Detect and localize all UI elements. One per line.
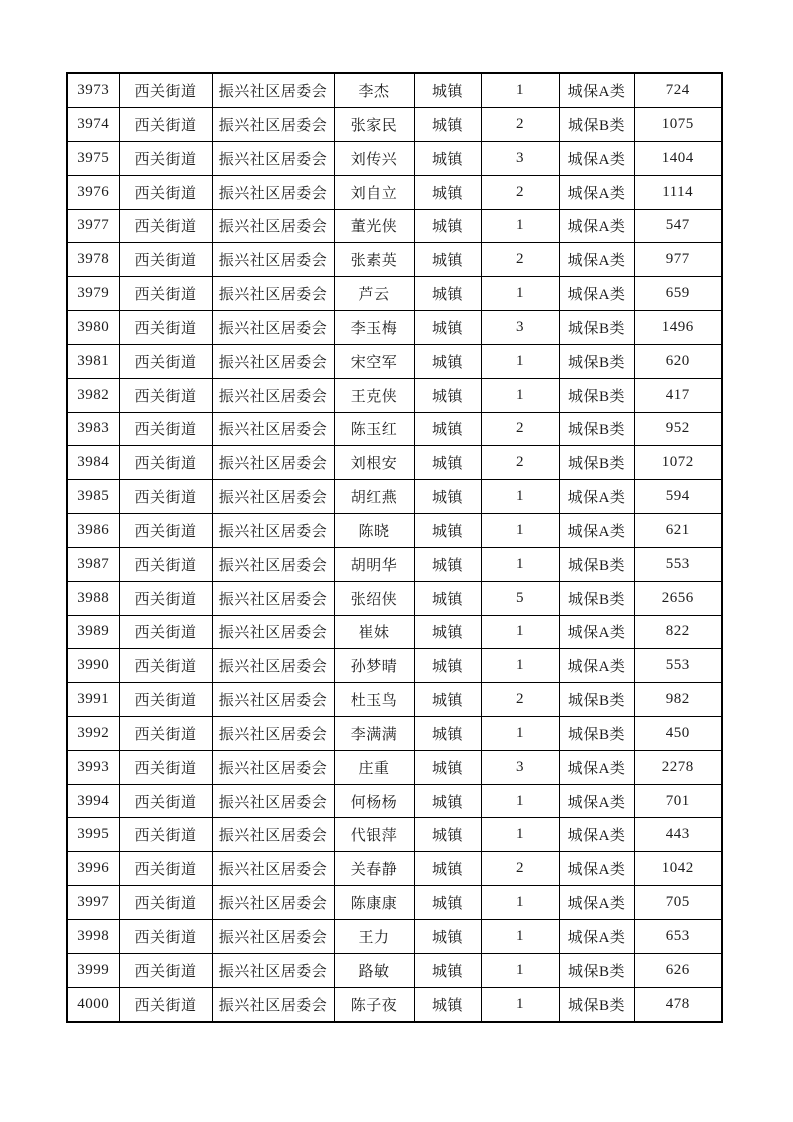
cell-serial-number: 3989 (67, 615, 119, 649)
cell-amount: 553 (634, 649, 722, 683)
cell-serial-number: 4000 (67, 987, 119, 1022)
cell-household-count: 1 (481, 615, 559, 649)
cell-serial-number: 3987 (67, 547, 119, 581)
cell-amount: 653 (634, 919, 722, 953)
cell-serial-number: 3975 (67, 141, 119, 175)
cell-name: 陈晓 (334, 514, 414, 548)
cell-community: 振兴社区居委会 (212, 547, 334, 581)
cell-street: 西关街道 (119, 311, 212, 345)
cell-category: 城保B类 (559, 311, 634, 345)
cell-name: 崔妹 (334, 615, 414, 649)
cell-category: 城保A类 (559, 649, 634, 683)
cell-community: 振兴社区居委会 (212, 108, 334, 142)
cell-name: 刘自立 (334, 175, 414, 209)
cell-category: 城保A类 (559, 818, 634, 852)
cell-category: 城保A类 (559, 919, 634, 953)
cell-category: 城保B类 (559, 446, 634, 480)
cell-category: 城保B类 (559, 547, 634, 581)
cell-street: 西关街道 (119, 514, 212, 548)
cell-serial-number: 3984 (67, 446, 119, 480)
table-row (67, 683, 722, 717)
table-body (67, 73, 722, 1022)
cell-residence-type: 城镇 (414, 886, 481, 920)
cell-name: 李满满 (334, 717, 414, 751)
table-row (67, 615, 722, 649)
table-row (67, 412, 722, 446)
cell-name: 代银萍 (334, 818, 414, 852)
cell-community: 振兴社区居委会 (212, 175, 334, 209)
table-row (67, 987, 722, 1022)
cell-name: 陈康康 (334, 886, 414, 920)
cell-category: 城保B类 (559, 378, 634, 412)
cell-category: 城保A类 (559, 141, 634, 175)
cell-category: 城保B类 (559, 683, 634, 717)
cell-residence-type: 城镇 (414, 784, 481, 818)
cell-street: 西关街道 (119, 717, 212, 751)
cell-household-count: 2 (481, 852, 559, 886)
cell-household-count: 1 (481, 209, 559, 243)
cell-serial-number: 3976 (67, 175, 119, 209)
cell-household-count: 3 (481, 141, 559, 175)
cell-serial-number: 3999 (67, 953, 119, 987)
cell-category: 城保A类 (559, 886, 634, 920)
cell-serial-number: 3993 (67, 750, 119, 784)
table-row (67, 243, 722, 277)
cell-serial-number: 3982 (67, 378, 119, 412)
cell-community: 振兴社区居委会 (212, 480, 334, 514)
cell-serial-number: 3997 (67, 886, 119, 920)
cell-household-count: 1 (481, 818, 559, 852)
table-row (67, 311, 722, 345)
cell-residence-type: 城镇 (414, 852, 481, 886)
cell-household-count: 5 (481, 581, 559, 615)
cell-street: 西关街道 (119, 209, 212, 243)
cell-residence-type: 城镇 (414, 818, 481, 852)
cell-category: 城保A类 (559, 784, 634, 818)
cell-name: 何杨杨 (334, 784, 414, 818)
cell-residence-type: 城镇 (414, 615, 481, 649)
cell-community: 振兴社区居委会 (212, 784, 334, 818)
cell-amount: 443 (634, 818, 722, 852)
table-row (67, 514, 722, 548)
cell-name: 张素英 (334, 243, 414, 277)
cell-name: 董光侠 (334, 209, 414, 243)
table-row (67, 919, 722, 953)
cell-household-count: 2 (481, 683, 559, 717)
cell-amount: 1496 (634, 311, 722, 345)
cell-household-count: 1 (481, 73, 559, 108)
cell-category: 城保A类 (559, 243, 634, 277)
table-row (67, 547, 722, 581)
cell-household-count: 2 (481, 446, 559, 480)
cell-street: 西关街道 (119, 547, 212, 581)
cell-amount: 547 (634, 209, 722, 243)
cell-community: 振兴社区居委会 (212, 987, 334, 1022)
cell-serial-number: 3985 (67, 480, 119, 514)
cell-community: 振兴社区居委会 (212, 818, 334, 852)
cell-community: 振兴社区居委会 (212, 446, 334, 480)
cell-residence-type: 城镇 (414, 514, 481, 548)
cell-residence-type: 城镇 (414, 108, 481, 142)
cell-residence-type: 城镇 (414, 750, 481, 784)
cell-amount: 1114 (634, 175, 722, 209)
cell-amount: 450 (634, 717, 722, 751)
cell-amount: 626 (634, 953, 722, 987)
cell-amount: 705 (634, 886, 722, 920)
cell-category: 城保B类 (559, 581, 634, 615)
cell-amount: 417 (634, 378, 722, 412)
cell-residence-type: 城镇 (414, 987, 481, 1022)
cell-household-count: 2 (481, 412, 559, 446)
cell-household-count: 1 (481, 344, 559, 378)
cell-street: 西关街道 (119, 784, 212, 818)
cell-amount: 724 (634, 73, 722, 108)
cell-name: 李杰 (334, 73, 414, 108)
cell-category: 城保A类 (559, 277, 634, 311)
cell-category: 城保A类 (559, 750, 634, 784)
cell-category: 城保A类 (559, 480, 634, 514)
cell-amount: 553 (634, 547, 722, 581)
cell-serial-number: 3974 (67, 108, 119, 142)
cell-community: 振兴社区居委会 (212, 852, 334, 886)
cell-household-count: 3 (481, 311, 559, 345)
cell-street: 西关街道 (119, 108, 212, 142)
table-row (67, 649, 722, 683)
table-row (67, 344, 722, 378)
cell-household-count: 2 (481, 108, 559, 142)
cell-residence-type: 城镇 (414, 378, 481, 412)
cell-residence-type: 城镇 (414, 480, 481, 514)
cell-community: 振兴社区居委会 (212, 649, 334, 683)
cell-name: 杜玉鸟 (334, 683, 414, 717)
table-row (67, 141, 722, 175)
cell-community: 振兴社区居委会 (212, 683, 334, 717)
cell-amount: 2656 (634, 581, 722, 615)
cell-residence-type: 城镇 (414, 717, 481, 751)
cell-name: 刘传兴 (334, 141, 414, 175)
cell-amount: 621 (634, 514, 722, 548)
table-row (67, 750, 722, 784)
cell-street: 西关街道 (119, 141, 212, 175)
cell-household-count: 3 (481, 750, 559, 784)
cell-serial-number: 3990 (67, 649, 119, 683)
cell-residence-type: 城镇 (414, 446, 481, 480)
cell-amount: 952 (634, 412, 722, 446)
cell-household-count: 1 (481, 480, 559, 514)
cell-serial-number: 3973 (67, 73, 119, 108)
cell-residence-type: 城镇 (414, 581, 481, 615)
cell-street: 西关街道 (119, 750, 212, 784)
cell-residence-type: 城镇 (414, 73, 481, 108)
cell-street: 西关街道 (119, 649, 212, 683)
cell-name: 张绍侠 (334, 581, 414, 615)
cell-residence-type: 城镇 (414, 209, 481, 243)
table-row (67, 277, 722, 311)
cell-street: 西关街道 (119, 277, 212, 311)
cell-name: 王克侠 (334, 378, 414, 412)
cell-household-count: 1 (481, 649, 559, 683)
cell-street: 西关街道 (119, 818, 212, 852)
cell-street: 西关街道 (119, 446, 212, 480)
cell-community: 振兴社区居委会 (212, 209, 334, 243)
cell-household-count: 1 (481, 277, 559, 311)
cell-category: 城保A类 (559, 852, 634, 886)
table-row (67, 446, 722, 480)
cell-serial-number: 3991 (67, 683, 119, 717)
cell-name: 张家民 (334, 108, 414, 142)
cell-name: 陈子夜 (334, 987, 414, 1022)
cell-street: 西关街道 (119, 953, 212, 987)
cell-amount: 2278 (634, 750, 722, 784)
cell-category: 城保B类 (559, 412, 634, 446)
cell-street: 西关街道 (119, 344, 212, 378)
cell-serial-number: 3977 (67, 209, 119, 243)
cell-street: 西关街道 (119, 683, 212, 717)
cell-community: 振兴社区居委会 (212, 953, 334, 987)
cell-amount: 478 (634, 987, 722, 1022)
cell-residence-type: 城镇 (414, 175, 481, 209)
cell-community: 振兴社区居委会 (212, 886, 334, 920)
cell-community: 振兴社区居委会 (212, 73, 334, 108)
cell-amount: 594 (634, 480, 722, 514)
cell-serial-number: 3979 (67, 277, 119, 311)
cell-category: 城保B类 (559, 953, 634, 987)
cell-community: 振兴社区居委会 (212, 243, 334, 277)
cell-serial-number: 3998 (67, 919, 119, 953)
table-row (67, 717, 722, 751)
cell-amount: 701 (634, 784, 722, 818)
cell-community: 振兴社区居委会 (212, 581, 334, 615)
cell-name: 胡明华 (334, 547, 414, 581)
cell-street: 西关街道 (119, 919, 212, 953)
table-row (67, 73, 722, 108)
cell-household-count: 1 (481, 784, 559, 818)
cell-amount: 1404 (634, 141, 722, 175)
cell-name: 关春静 (334, 852, 414, 886)
cell-name: 路敏 (334, 953, 414, 987)
cell-street: 西关街道 (119, 886, 212, 920)
table-row (67, 175, 722, 209)
table-row (67, 378, 722, 412)
cell-category: 城保A类 (559, 73, 634, 108)
table-row (67, 852, 722, 886)
cell-category: 城保B类 (559, 717, 634, 751)
cell-household-count: 1 (481, 717, 559, 751)
cell-street: 西关街道 (119, 852, 212, 886)
cell-name: 庄重 (334, 750, 414, 784)
table-row (67, 953, 722, 987)
cell-residence-type: 城镇 (414, 683, 481, 717)
cell-amount: 620 (634, 344, 722, 378)
cell-community: 振兴社区居委会 (212, 412, 334, 446)
cell-category: 城保A类 (559, 209, 634, 243)
cell-residence-type: 城镇 (414, 344, 481, 378)
cell-street: 西关街道 (119, 480, 212, 514)
cell-name: 陈玉红 (334, 412, 414, 446)
cell-amount: 1042 (634, 852, 722, 886)
cell-category: 城保A类 (559, 514, 634, 548)
cell-residence-type: 城镇 (414, 953, 481, 987)
table-row (67, 209, 722, 243)
cell-household-count: 2 (481, 175, 559, 209)
cell-residence-type: 城镇 (414, 311, 481, 345)
cell-household-count: 1 (481, 953, 559, 987)
cell-amount: 982 (634, 683, 722, 717)
cell-street: 西关街道 (119, 987, 212, 1022)
cell-residence-type: 城镇 (414, 412, 481, 446)
cell-category: 城保A类 (559, 175, 634, 209)
cell-name: 李玉梅 (334, 311, 414, 345)
cell-name: 王力 (334, 919, 414, 953)
cell-amount: 659 (634, 277, 722, 311)
cell-residence-type: 城镇 (414, 243, 481, 277)
cell-street: 西关街道 (119, 73, 212, 108)
cell-serial-number: 3995 (67, 818, 119, 852)
cell-name: 刘根安 (334, 446, 414, 480)
cell-community: 振兴社区居委会 (212, 378, 334, 412)
cell-community: 振兴社区居委会 (212, 919, 334, 953)
cell-residence-type: 城镇 (414, 277, 481, 311)
cell-household-count: 1 (481, 514, 559, 548)
cell-serial-number: 3988 (67, 581, 119, 615)
cell-serial-number: 3978 (67, 243, 119, 277)
cell-amount: 977 (634, 243, 722, 277)
cell-community: 振兴社区居委会 (212, 615, 334, 649)
cell-category: 城保A类 (559, 615, 634, 649)
cell-street: 西关街道 (119, 378, 212, 412)
cell-serial-number: 3980 (67, 311, 119, 345)
cell-serial-number: 3992 (67, 717, 119, 751)
table-row (67, 480, 722, 514)
cell-community: 振兴社区居委会 (212, 141, 334, 175)
cell-community: 振兴社区居委会 (212, 514, 334, 548)
cell-community: 振兴社区居委会 (212, 344, 334, 378)
roster-table (66, 72, 723, 1023)
cell-serial-number: 3986 (67, 514, 119, 548)
cell-street: 西关街道 (119, 175, 212, 209)
cell-amount: 1072 (634, 446, 722, 480)
cell-serial-number: 3994 (67, 784, 119, 818)
cell-name: 芦云 (334, 277, 414, 311)
cell-community: 振兴社区居委会 (212, 277, 334, 311)
cell-name: 孙梦晴 (334, 649, 414, 683)
table-row (67, 886, 722, 920)
cell-serial-number: 3996 (67, 852, 119, 886)
cell-residence-type: 城镇 (414, 649, 481, 683)
cell-residence-type: 城镇 (414, 919, 481, 953)
cell-street: 西关街道 (119, 412, 212, 446)
cell-community: 振兴社区居委会 (212, 717, 334, 751)
cell-community: 振兴社区居委会 (212, 311, 334, 345)
cell-name: 胡红燕 (334, 480, 414, 514)
cell-residence-type: 城镇 (414, 141, 481, 175)
cell-household-count: 1 (481, 886, 559, 920)
cell-serial-number: 3981 (67, 344, 119, 378)
cell-amount: 1075 (634, 108, 722, 142)
cell-household-count: 1 (481, 919, 559, 953)
table-row (67, 108, 722, 142)
cell-street: 西关街道 (119, 615, 212, 649)
cell-household-count: 1 (481, 987, 559, 1022)
table-row (67, 581, 722, 615)
cell-street: 西关街道 (119, 243, 212, 277)
cell-category: 城保B类 (559, 987, 634, 1022)
cell-amount: 822 (634, 615, 722, 649)
cell-street: 西关街道 (119, 581, 212, 615)
table-row (67, 784, 722, 818)
cell-residence-type: 城镇 (414, 547, 481, 581)
cell-community: 振兴社区居委会 (212, 750, 334, 784)
cell-household-count: 1 (481, 547, 559, 581)
cell-category: 城保B类 (559, 344, 634, 378)
cell-household-count: 2 (481, 243, 559, 277)
cell-household-count: 1 (481, 378, 559, 412)
cell-serial-number: 3983 (67, 412, 119, 446)
cell-name: 宋空军 (334, 344, 414, 378)
table-row (67, 818, 722, 852)
cell-category: 城保B类 (559, 108, 634, 142)
